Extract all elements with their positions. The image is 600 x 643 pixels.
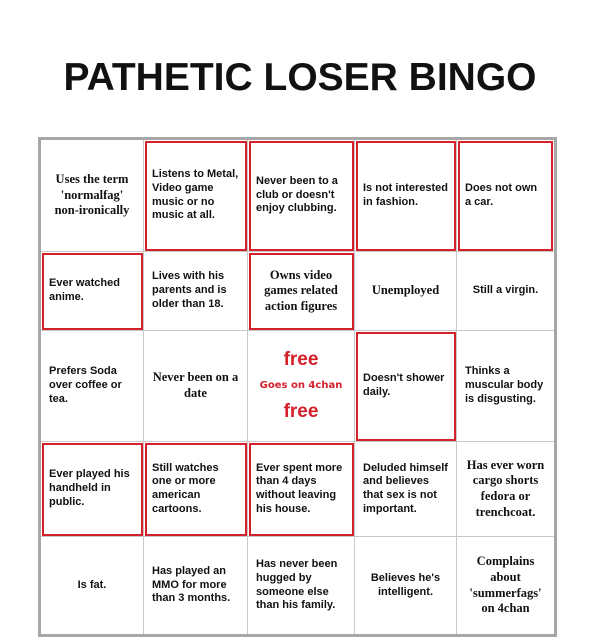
free-label-bottom: free (283, 401, 319, 423)
bingo-cell (41, 140, 144, 252)
bingo-cell (248, 442, 355, 537)
bingo-cell (355, 442, 457, 537)
bingo-cell (248, 140, 355, 252)
bingo-cell-text: Lives with his parents and is older than 18. (152, 270, 227, 310)
bingo-cell (457, 140, 554, 252)
bingo-cell (457, 442, 554, 537)
bingo-cell (144, 140, 248, 252)
bingo-cell-text: Has played an MMO for more than 3 months. (152, 564, 231, 605)
bingo-cell-text: Thinks a muscular body is disgusting. (465, 365, 544, 405)
bingo-cell (457, 331, 554, 442)
bingo-board (38, 137, 557, 637)
bingo-cell (144, 331, 248, 442)
page-title: PATHETIC LOSER BINGO (63, 56, 537, 99)
bingo-cell (248, 252, 355, 331)
bingo-cell-text: Ever played his handheld in public. (49, 468, 130, 508)
bingo-cell-text: Has never been hugged by someone else than his family. (256, 558, 338, 612)
bingo-cell-text: Ever watched anime. (49, 277, 120, 303)
free-label-middle: Goes on 4chan (259, 379, 343, 391)
bingo-cell-text: Never been to a club or doesn't enjoy clubbing. (256, 174, 338, 215)
bingo-cell-text: Deluded himself and believes that sex is not important. (363, 461, 448, 515)
bingo-cell-text: Believes he's intelligent. (370, 571, 441, 598)
bingo-cell (355, 140, 457, 252)
bingo-cell (144, 252, 248, 331)
bingo-cell (355, 331, 457, 442)
bingo-cell-text: Listens to Metal, Video game music or no music at all. (152, 168, 239, 222)
bingo-cell-text: Unemployed (371, 283, 440, 298)
bingo-cell (457, 252, 554, 331)
bingo-cell-text: Never been on a date (152, 370, 239, 400)
bingo-cell-text: Is fat. (77, 578, 107, 591)
bingo-cell (144, 537, 248, 634)
free-space-cell (248, 331, 355, 442)
bingo-cell-text: Still a virgin. (472, 284, 539, 297)
bingo-cell-text: Does not own a car. (465, 181, 538, 208)
bingo-cell (41, 442, 144, 537)
bingo-cell-text: Uses the term 'normalfag' non-ironically (54, 172, 130, 218)
bingo-cell-text: Complains about 'summerfags' on 4chan (469, 554, 542, 616)
bingo-cell (355, 252, 457, 331)
bingo-cell (41, 331, 144, 442)
bingo-cell-text: Doesn't shower daily. (363, 372, 445, 398)
bingo-cell-text: Has ever worn cargo shorts fedora or trenchcoat. (466, 457, 545, 519)
bingo-cell (144, 442, 248, 537)
bingo-cell-text: Still watches one or more american cartoons. (152, 461, 219, 515)
bingo-cell-text: Owns video games related action figures (264, 267, 338, 313)
free-label-top: free (283, 349, 319, 370)
bingo-cell (355, 537, 457, 634)
bingo-cell-text: Ever spent more than 4 days without leaving his house. (256, 461, 343, 515)
bingo-cell (41, 537, 144, 634)
bingo-cell-text: Prefers Soda over coffee or tea. (49, 365, 122, 405)
bingo-grid (41, 140, 554, 634)
bingo-cell (41, 252, 144, 331)
bingo-cell (248, 537, 355, 634)
bingo-cell (457, 537, 554, 634)
bingo-cell-text: Is not interested in fashion. (363, 181, 448, 208)
